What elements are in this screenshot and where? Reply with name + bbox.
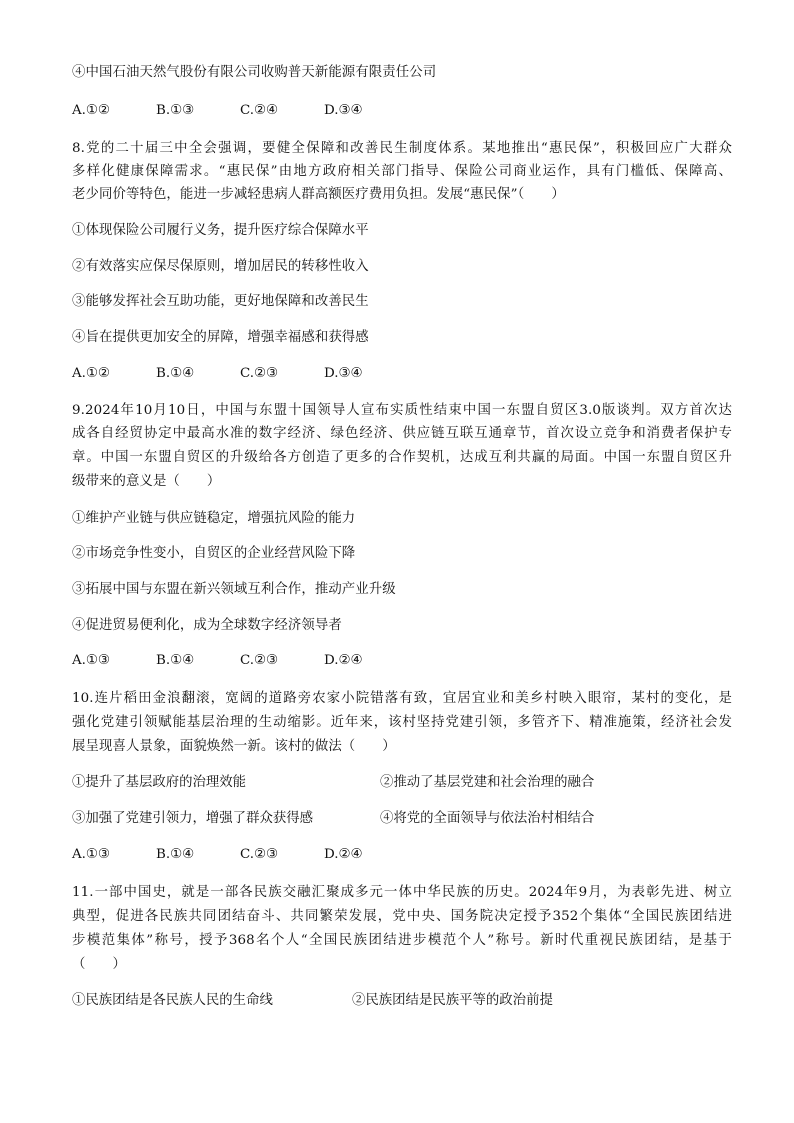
q8-item-3: ③能够发挥社会互助功能，更好地保障和改善民生	[72, 294, 369, 309]
q9-stem-line-4: 级带来的意义是（ ）	[72, 474, 221, 489]
q7-option-b: B.①③	[156, 103, 195, 118]
q9-item-4: ④促进贸易便利化，成为全球数字经济领导者	[72, 618, 342, 633]
q9-stem-line-1: 9.2024年10月10日，中国与东盟十国领导人宣布实质性结束中国一东盟自贸区3.0版谈判。双方首次达	[72, 403, 732, 418]
q8-stem-line-1: 8.党的二十届三中全会强调，要健全保障和改善民生制度体系。某地推出“惠民保”，积极回应广大群众	[72, 141, 732, 156]
q8-option-d: D.③④	[324, 366, 363, 381]
q8-option-c: C.②③	[240, 366, 279, 381]
q7-option-a: A.①②	[72, 103, 110, 118]
q8-item-1: ①体现保险公司履行义务，提升医疗综合保障水平	[72, 223, 369, 238]
q10-item-2: ②推动了基层党建和社会治理的融合	[380, 775, 595, 790]
q8-options	[72, 365, 363, 383]
q9-stem-line-3: 章。中国一东盟自贸区的升级给各方创造了更多的合作契机，达成互利共赢的局面。中国一东盟自贸区升	[72, 450, 732, 465]
q8-item-2: ②有效落实应保尽保原则，增加居民的转移性收入	[72, 259, 369, 274]
q11-stem-line-4: （ ）	[72, 957, 126, 972]
q7-option-c: C.②④	[240, 103, 279, 118]
q7-item-4: ④中国石油天然气股份有限公司收购普天新能源有限责任公司	[72, 65, 437, 80]
q11-stem-line-3: 步模范集体”称号，授予368名个人“全国民族团结进步模范个人”称号。新时代重视民族团结，是基于	[72, 933, 732, 948]
q9-item-1: ①维护产业链与供应链稳定，增强抗风险的能力	[72, 511, 356, 526]
q10-item-4: ④将党的全面领导与依法治村相结合	[380, 811, 595, 826]
q9-options	[72, 652, 363, 670]
q8-option-b: B.①④	[156, 366, 195, 381]
q10-option-c: C.②③	[240, 847, 279, 862]
q8-item-4: ④旨在提供更加安全的屏障，增强幸福感和获得感	[72, 330, 369, 345]
q11-item-2: ②民族团结是民族平等的政治前提	[352, 993, 553, 1008]
q9-option-c: C.②③	[240, 653, 279, 668]
q11-stem-line-1: 11.一部中国史，就是一部各民族交融汇聚成多元一体中华民族的历史。2024年9月，为表彰先进、树立	[72, 885, 732, 900]
q10-item-3: ③加强了党建引领力，增强了群众获得感	[72, 811, 314, 826]
q9-option-b: B.①④	[156, 653, 195, 668]
q10-stem-line-3: 展呈现喜人景象，面貌焕然一新。该村的做法（ ）	[72, 739, 396, 754]
q8-stem-line-2: 多样化健康保障需求。“惠民保”由地方政府相关部门指导、保险公司商业运作，具有门槛低、保障高、	[72, 164, 732, 179]
q7-option-d: D.③④	[324, 103, 363, 118]
q8-stem-line-3: 老少同价等特色，能进一步减轻患病人群高额医疗费用负担。发展“惠民保”（ ）	[72, 187, 565, 202]
q11-stem-line-2: 典型，促进各民族共同团结奋斗、共同繁荣发展，党中央、国务院决定授予352个集体“全国民族团结进	[72, 909, 732, 924]
q7-options	[72, 102, 363, 120]
q9-option-a: A.①③	[72, 653, 110, 668]
q10-stem-line-2: 强化党建引领赋能基层治理的生动缩影。近年来，该村坚持党建引领，多管齐下、精准施策，经济社会发	[72, 715, 732, 730]
q10-option-b: B.①④	[156, 847, 195, 862]
q10-stem-line-1: 10.连片稻田金浪翻滚，宽阔的道路旁农家小院错落有致，宜居宜业和美乡村映入眼帘，某村的变化，是	[72, 691, 732, 706]
q10-option-a: A.①③	[72, 847, 110, 862]
q10-item-1: ①提升了基层政府的治理效能	[72, 775, 247, 790]
q8-option-a: A.①②	[72, 366, 110, 381]
q9-item-3: ③拓展中国与东盟在新兴领域互利合作，推动产业升级	[72, 582, 396, 597]
q10-options	[72, 846, 363, 864]
q10-option-d: D.②④	[324, 847, 363, 862]
q9-option-d: D.②④	[324, 653, 363, 668]
q9-stem-line-2: 成各自经贸协定中最高水准的数字经济、绿色经济、供应链互联互通章节，首次设立竞争和消费者保护专	[72, 426, 732, 441]
q11-item-1: ①民族团结是各民族人民的生命线	[72, 993, 273, 1008]
q9-item-2: ②市场竞争性变小，自贸区的企业经营风险下降	[72, 546, 356, 561]
